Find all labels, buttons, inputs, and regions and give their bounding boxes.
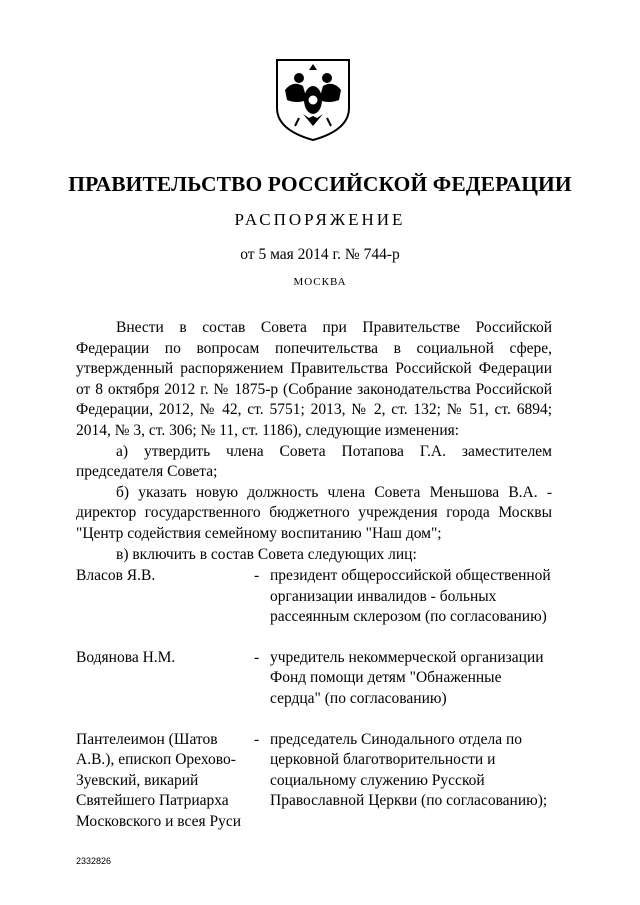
member-row: [76, 566, 556, 628]
members-list: [76, 566, 556, 833]
member-name: Власов Я.В.: [76, 567, 156, 584]
member-row: [76, 730, 556, 833]
coat-of-arms-icon: [273, 56, 353, 142]
member-description: президент общероссийской общественной организации инвалидов - больных рассеянным склерозом (по согласованию): [270, 567, 551, 626]
paragraph-item-a: а) утвердить члена Совета Потапова Г.А. заместителем председателя Совета;: [76, 442, 552, 481]
document-body: [76, 318, 552, 565]
paragraph-item-c: в) включить в состав Совета следующих лиц:: [116, 545, 417, 563]
government-title: ПРАВИТЕЛЬСТВО РОССИЙСКОЙ ФЕДЕРАЦИИ: [68, 172, 572, 196]
member-dash: -: [254, 567, 260, 584]
document-type: РАСПОРЯЖЕНИЕ: [234, 210, 406, 229]
member-name: Водянова Н.М.: [76, 648, 176, 666]
paragraph-intro: Внести в состав Совета при Правительстве Российской Федерации по вопросам попечительства в социальной сфере, утвержденный распоряжением Правительства Российской Федерации от 8 октября 2012 г. № 1875-р (Собрание законодательства Российской Федерации, 2012, № 42, ст. 5751; 2013, № 2, ст. 132; № 51, ст. 6894; 2014, № 3, ст. 306; № 11, ст. 1186), следующие изменения:: [76, 319, 552, 439]
member-row: [76, 648, 556, 710]
document-date-number: от 5 мая 2014 г. № 744-р: [240, 246, 400, 263]
member-description: учредитель некоммерческой организации Фонд помощи детям "Обнаженные сердца" (по согласованию): [270, 648, 544, 707]
document-code: 2332826: [76, 856, 112, 866]
document-place: МОСКВА: [293, 276, 347, 288]
member-name: Пантелеимон (Шатов А.В.), епископ Орехово-Зуевский, викарий Святейшего Патриарха Московского и всея Руси: [76, 730, 241, 830]
member-dash: -: [254, 730, 260, 748]
member-dash: -: [254, 648, 260, 666]
paragraph-item-b: б) указать новую должность члена Совета Меньшова В.А. - директор государственного бюджетного учреждения города Москвы "Центр содействия семейному воспитанию "Наш дом";: [76, 483, 552, 542]
member-description: председатель Синодального отдела по церковной благотворительности и социальному служению Русской Православной Церкви (по согласованию);: [270, 730, 548, 810]
